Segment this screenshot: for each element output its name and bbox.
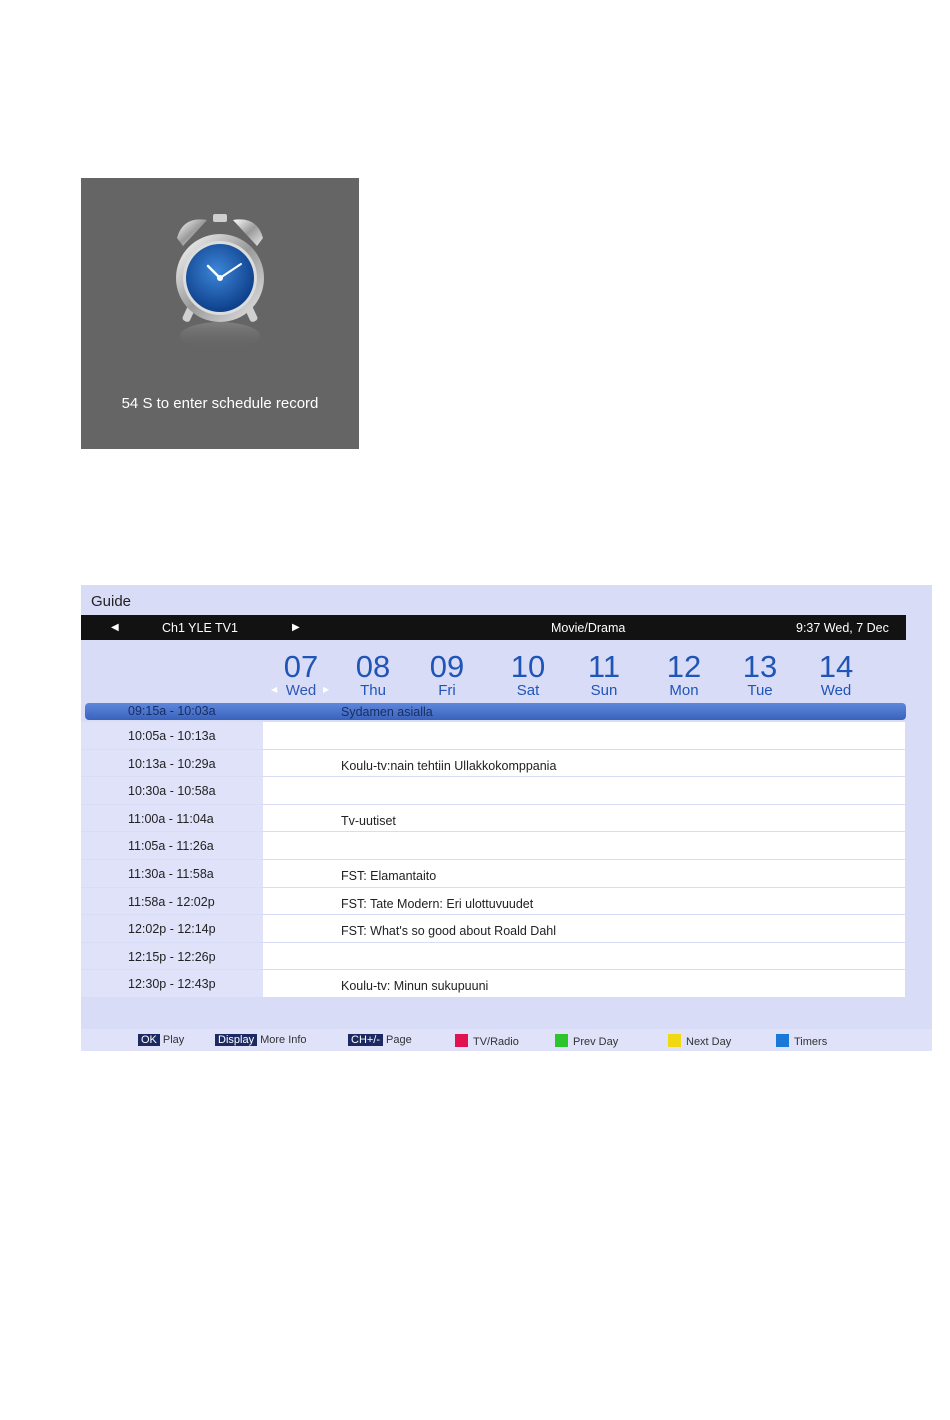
day-tab[interactable]: 09 Fri (429, 649, 465, 699)
program-time: 10:13a - 10:29a (128, 756, 216, 771)
display-info-hint[interactable]: Display More Info (215, 1034, 307, 1046)
prev-channel-arrow-icon[interactable]: ◀ (111, 622, 119, 633)
program-title: Sydamen asialla (341, 705, 433, 719)
program-time: 12:30p - 12:43p (128, 977, 216, 992)
next-day-arrow-icon[interactable]: ▶ (323, 685, 330, 694)
schedule-reminder-popup (81, 178, 359, 449)
yellow-key-icon (668, 1034, 681, 1047)
red-key-icon (455, 1034, 468, 1047)
program-time: 11:00a - 11:04a (128, 811, 214, 826)
program-title: Tv-uutiset (341, 813, 396, 828)
guide-key-legend (81, 1029, 932, 1051)
program-row[interactable] (81, 915, 906, 943)
day-selector (81, 643, 906, 703)
day-tab[interactable]: 14 Wed (818, 649, 854, 699)
program-row[interactable] (81, 777, 906, 805)
green-key-icon (555, 1034, 568, 1047)
program-row[interactable] (81, 832, 906, 860)
green-prev-day-hint[interactable]: Prev Day (555, 1034, 618, 1048)
program-row[interactable] (81, 888, 906, 916)
program-guide (81, 585, 932, 1051)
program-genre: Movie/Drama (551, 621, 626, 635)
program-row[interactable] (81, 860, 906, 888)
channel-info-bar (81, 615, 906, 640)
day-tab[interactable]: 08 Thu (355, 649, 391, 699)
display-key: Display (215, 1034, 257, 1046)
ch-key: CH+/- (348, 1034, 383, 1046)
program-time: 12:02p - 12:14p (128, 922, 216, 937)
program-time: 10:05a - 10:13a (128, 729, 216, 743)
alarm-clock-icon (163, 208, 277, 353)
ch-page-hint[interactable]: CH+/- Page (348, 1034, 412, 1046)
blue-key-icon (776, 1034, 789, 1047)
blue-timers-hint[interactable]: Timers (776, 1034, 827, 1048)
day-tab[interactable]: 12 Mon (666, 649, 702, 699)
program-time: 11:58a - 12:02p (128, 894, 215, 909)
red-tv-radio-hint[interactable]: TV/Radio (455, 1034, 519, 1048)
program-row[interactable] (81, 943, 906, 971)
program-title: Koulu-tv: Minun sukupuuni (341, 979, 489, 994)
program-time: 09:15a - 10:03a (128, 704, 216, 718)
reminder-message: 54 S to enter schedule record (121, 395, 319, 412)
program-row[interactable] (81, 970, 906, 998)
ok-key: OK (138, 1034, 160, 1046)
day-tab[interactable]: 10 Sat (510, 649, 546, 699)
day-tab[interactable]: 07 Wed (283, 649, 319, 699)
guide-title: Guide (91, 593, 132, 610)
program-time: 11:30a - 11:58a (128, 866, 214, 881)
program-title: Koulu-tv:nain tehtiin Ullakkokomppania (341, 758, 557, 773)
day-tab[interactable]: 13 Tue (742, 649, 778, 699)
program-title: FST: What's so good about Roald Dahl (341, 924, 557, 939)
program-row[interactable] (81, 722, 906, 750)
program-time: 11:05a - 11:26a (128, 839, 214, 854)
program-title: FST: Elamantaito (341, 868, 437, 883)
prev-day-arrow-icon[interactable]: ◀ (271, 685, 278, 694)
program-row-selected[interactable] (81, 703, 906, 722)
program-time: 10:30a - 10:58a (128, 784, 216, 799)
program-row[interactable] (81, 805, 906, 833)
yellow-next-day-hint[interactable]: Next Day (668, 1034, 731, 1048)
program-title: FST: Tate Modern: Eri ulottuvuudet (341, 896, 534, 911)
program-list (81, 703, 906, 998)
channel-name: Ch1 YLE TV1 (162, 621, 238, 635)
next-channel-arrow-icon[interactable]: ▶ (292, 622, 300, 633)
ok-play-hint[interactable]: OK Play (138, 1034, 184, 1046)
day-tab[interactable]: 11 Sun (587, 649, 621, 699)
program-row[interactable] (81, 750, 906, 778)
program-time: 12:15p - 12:26p (128, 949, 216, 964)
current-datetime: 9:37 Wed, 7 Dec (796, 621, 889, 635)
